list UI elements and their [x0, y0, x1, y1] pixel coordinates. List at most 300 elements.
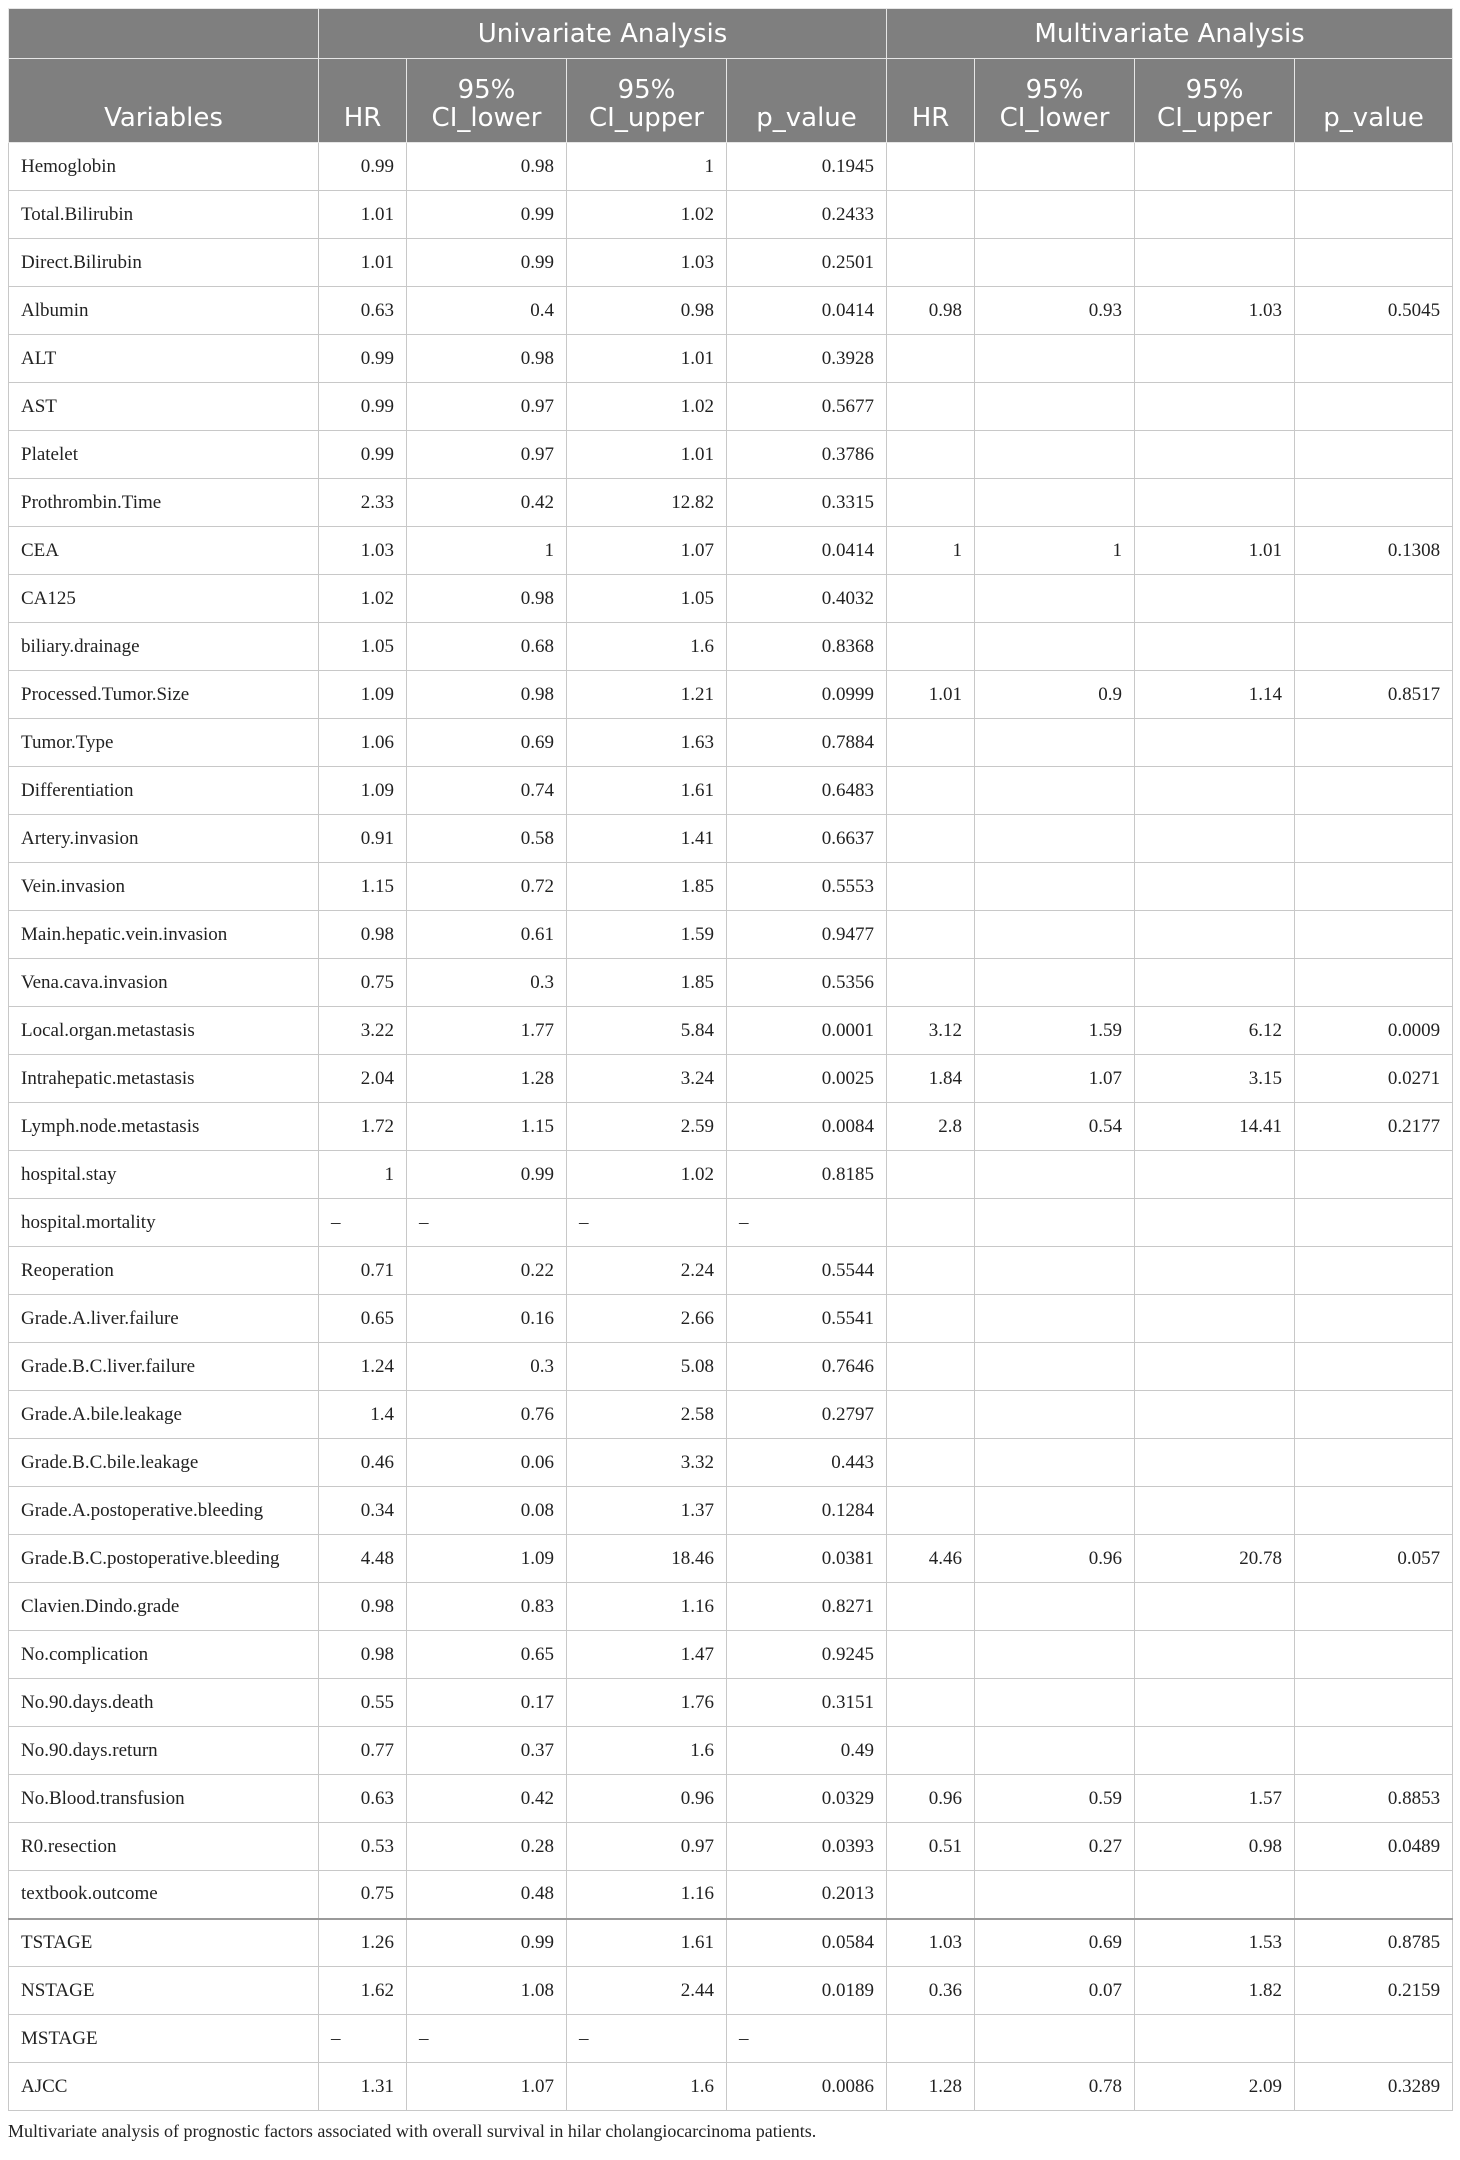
multi-ci-lower-label: 95% CI_lower — [999, 75, 1110, 133]
uni-ci-lower-cell: 0.68 — [407, 623, 567, 671]
table-row — [9, 1247, 1453, 1295]
multi-ci-upper-cell — [1135, 479, 1295, 527]
uni-hr-cell: 1 — [319, 1151, 407, 1199]
table-header — [9, 9, 1453, 143]
uni-ci-lower-cell: – — [407, 1199, 567, 1247]
uni-hr-cell: 2.04 — [319, 1055, 407, 1103]
uni-ci-lower-cell: 0.22 — [407, 1247, 567, 1295]
uni-ci-lower-cell: 0.98 — [407, 575, 567, 623]
table-row — [9, 1871, 1453, 1919]
table-row — [9, 479, 1453, 527]
multi-hr-cell: 0.51 — [887, 1823, 975, 1871]
uni-ci-lower-cell: 1.07 — [407, 2063, 567, 2111]
multi-p-value-cell — [1295, 1679, 1453, 1727]
uni-ci-lower-cell: 0.98 — [407, 335, 567, 383]
table-row — [9, 671, 1453, 719]
uni-ci-lower-cell: 1.15 — [407, 1103, 567, 1151]
multi-hr-cell — [887, 1343, 975, 1391]
uni-p-value-cell: 0.3786 — [727, 431, 887, 479]
multi-ci-lower-cell — [975, 191, 1135, 239]
uni-ci-lower-cell: 0.98 — [407, 143, 567, 191]
multi-p-value-cell: 0.2177 — [1295, 1103, 1453, 1151]
multi-hr-cell — [887, 1631, 975, 1679]
uni-p-value-cell: 0.5356 — [727, 959, 887, 1007]
multi-ci-lower-cell — [975, 1679, 1135, 1727]
uni-ci-lower-header — [407, 59, 567, 143]
uni-ci-lower-cell: 0.99 — [407, 191, 567, 239]
uni-ci-lower-cell: 0.16 — [407, 1295, 567, 1343]
uni-ci-upper-cell: 0.98 — [567, 287, 727, 335]
uni-ci-lower-cell: 0.76 — [407, 1391, 567, 1439]
multi-ci-lower-cell — [975, 335, 1135, 383]
table-row — [9, 815, 1453, 863]
uni-hr-header: HR — [319, 59, 407, 143]
multi-hr-cell: 4.46 — [887, 1535, 975, 1583]
uni-ci-upper-cell: 18.46 — [567, 1535, 727, 1583]
multi-ci-upper-cell — [1135, 623, 1295, 671]
multi-ci-upper-cell: 1.14 — [1135, 671, 1295, 719]
table-row — [9, 527, 1453, 575]
multi-ci-lower-cell — [975, 239, 1135, 287]
uni-hr-cell: 0.99 — [319, 431, 407, 479]
table-row — [9, 1007, 1453, 1055]
multi-p-value-cell — [1295, 383, 1453, 431]
uni-p-value-cell: 0.0999 — [727, 671, 887, 719]
uni-ci-upper-cell: 1.03 — [567, 239, 727, 287]
multi-ci-upper-cell — [1135, 1679, 1295, 1727]
uni-hr-cell: 1.24 — [319, 1343, 407, 1391]
uni-p-value-cell: 0.2797 — [727, 1391, 887, 1439]
table-row — [9, 1919, 1453, 1967]
uni-ci-lower-cell: 0.74 — [407, 767, 567, 815]
multi-ci-upper-cell — [1135, 431, 1295, 479]
multi-ci-upper-header — [1135, 59, 1295, 143]
results-table — [8, 8, 1453, 2111]
multi-ci-lower-cell — [975, 719, 1135, 767]
uni-ci-lower-cell: 0.06 — [407, 1439, 567, 1487]
table-row — [9, 1679, 1453, 1727]
uni-ci-upper-cell: 1.01 — [567, 335, 727, 383]
uni-ci-upper-label: 95% CI_upper — [589, 75, 704, 133]
uni-hr-cell: 1.31 — [319, 2063, 407, 2111]
uni-ci-upper-cell: – — [567, 1199, 727, 1247]
multi-ci-upper-cell — [1135, 143, 1295, 191]
multi-hr-cell: 0.96 — [887, 1775, 975, 1823]
multi-hr-cell: 1.28 — [887, 2063, 975, 2111]
variable-cell: No.complication — [9, 1631, 319, 1679]
uni-hr-cell: 1.05 — [319, 623, 407, 671]
univariate-header: Univariate Analysis — [319, 9, 887, 59]
variable-cell: Grade.A.liver.failure — [9, 1295, 319, 1343]
variable-cell: Clavien.Dindo.grade — [9, 1583, 319, 1631]
table-row — [9, 1775, 1453, 1823]
uni-p-value-cell: 0.5544 — [727, 1247, 887, 1295]
table-row — [9, 143, 1453, 191]
uni-p-value-cell: 0.0393 — [727, 1823, 887, 1871]
multi-p-value-cell: 0.0271 — [1295, 1055, 1453, 1103]
multi-p-value-cell — [1295, 1343, 1453, 1391]
multi-ci-upper-cell: 0.98 — [1135, 1823, 1295, 1871]
uni-hr-cell: 1.62 — [319, 1967, 407, 2015]
variable-cell: Prothrombin.Time — [9, 479, 319, 527]
table-row — [9, 1439, 1453, 1487]
uni-hr-cell: 0.65 — [319, 1295, 407, 1343]
uni-ci-upper-cell: 5.08 — [567, 1343, 727, 1391]
table-body — [9, 143, 1453, 2111]
uni-p-value-cell: 0.8271 — [727, 1583, 887, 1631]
table-row — [9, 959, 1453, 1007]
multi-ci-lower-cell — [975, 479, 1135, 527]
multi-p-value-cell — [1295, 1631, 1453, 1679]
uni-p-value-cell: 0.2501 — [727, 239, 887, 287]
uni-hr-cell: 0.55 — [319, 1679, 407, 1727]
multi-p-value-cell — [1295, 191, 1453, 239]
uni-hr-cell: 0.34 — [319, 1487, 407, 1535]
multi-ci-upper-cell — [1135, 575, 1295, 623]
variable-cell: No.Blood.transfusion — [9, 1775, 319, 1823]
uni-ci-lower-cell: 0.42 — [407, 1775, 567, 1823]
multi-ci-lower-cell — [975, 863, 1135, 911]
uni-ci-upper-cell: 1.16 — [567, 1871, 727, 1919]
uni-ci-upper-cell: 1.6 — [567, 2063, 727, 2111]
multi-ci-upper-cell — [1135, 1487, 1295, 1535]
variable-cell: CEA — [9, 527, 319, 575]
uni-p-value-cell: 0.4032 — [727, 575, 887, 623]
multi-p-value-cell: 0.0489 — [1295, 1823, 1453, 1871]
uni-ci-lower-cell: 0.61 — [407, 911, 567, 959]
uni-ci-upper-cell: 1.63 — [567, 719, 727, 767]
table-row — [9, 575, 1453, 623]
uni-hr-cell: 0.91 — [319, 815, 407, 863]
uni-ci-lower-cell: 0.48 — [407, 1871, 567, 1919]
multi-ci-lower-cell — [975, 1151, 1135, 1199]
variable-cell: Local.organ.metastasis — [9, 1007, 319, 1055]
uni-ci-lower-cell: 0.69 — [407, 719, 567, 767]
multi-hr-cell — [887, 1439, 975, 1487]
variable-cell: Grade.B.C.liver.failure — [9, 1343, 319, 1391]
multi-p-value-cell — [1295, 1247, 1453, 1295]
uni-hr-cell: 0.75 — [319, 1871, 407, 1919]
uni-hr-cell: 1.4 — [319, 1391, 407, 1439]
uni-ci-upper-cell: 1.01 — [567, 431, 727, 479]
multi-hr-cell — [887, 239, 975, 287]
multi-ci-upper-cell — [1135, 863, 1295, 911]
multi-ci-lower-cell: 0.07 — [975, 1967, 1135, 2015]
multi-p-value-cell — [1295, 1727, 1453, 1775]
multi-ci-lower-cell — [975, 1391, 1135, 1439]
multi-ci-upper-cell — [1135, 911, 1295, 959]
multi-p-value-cell: 0.5045 — [1295, 287, 1453, 335]
variable-cell: Hemoglobin — [9, 143, 319, 191]
multi-ci-lower-cell — [975, 1487, 1135, 1535]
multi-ci-upper-cell — [1135, 1871, 1295, 1919]
multi-ci-upper-cell — [1135, 335, 1295, 383]
multi-p-value-cell — [1295, 767, 1453, 815]
multi-p-value-cell: 0.0009 — [1295, 1007, 1453, 1055]
table-row — [9, 1295, 1453, 1343]
multi-p-value-cell — [1295, 719, 1453, 767]
variable-cell: Grade.B.C.bile.leakage — [9, 1439, 319, 1487]
uni-ci-upper-cell: 5.84 — [567, 1007, 727, 1055]
table-row — [9, 1823, 1453, 1871]
multi-hr-cell — [887, 1679, 975, 1727]
variable-cell: NSTAGE — [9, 1967, 319, 2015]
multi-ci-upper-cell — [1135, 1391, 1295, 1439]
uni-ci-upper-cell: 1.02 — [567, 191, 727, 239]
multi-ci-upper-cell — [1135, 1439, 1295, 1487]
variables-header: Variables — [9, 59, 319, 143]
multi-ci-lower-cell — [975, 383, 1135, 431]
uni-hr-cell: 1.09 — [319, 767, 407, 815]
uni-ci-lower-cell: 0.58 — [407, 815, 567, 863]
multi-ci-lower-cell — [975, 959, 1135, 1007]
uni-p-value-cell: 0.0414 — [727, 287, 887, 335]
uni-ci-upper-cell: 0.97 — [567, 1823, 727, 1871]
multi-hr-cell — [887, 479, 975, 527]
multi-hr-cell — [887, 2015, 975, 2063]
multi-ci-upper-cell: 6.12 — [1135, 1007, 1295, 1055]
multi-hr-cell: 0.36 — [887, 1967, 975, 2015]
uni-ci-lower-cell: 1.09 — [407, 1535, 567, 1583]
table-row — [9, 623, 1453, 671]
uni-p-value-cell: 0.5553 — [727, 863, 887, 911]
uni-p-value-cell: 0.0584 — [727, 1919, 887, 1967]
variable-cell: Vein.invasion — [9, 863, 319, 911]
variable-cell: Grade.A.postoperative.bleeding — [9, 1487, 319, 1535]
uni-p-value-cell: 0.3928 — [727, 335, 887, 383]
table-row — [9, 2063, 1453, 2111]
uni-ci-lower-cell: 0.83 — [407, 1583, 567, 1631]
multi-ci-upper-cell — [1135, 2015, 1295, 2063]
multi-hr-cell: 2.8 — [887, 1103, 975, 1151]
multi-ci-upper-cell — [1135, 239, 1295, 287]
uni-ci-lower-cell: 1.08 — [407, 1967, 567, 2015]
multi-p-value-cell — [1295, 1487, 1453, 1535]
multi-p-value-cell: 0.1308 — [1295, 527, 1453, 575]
multi-ci-lower-cell — [975, 2015, 1135, 2063]
uni-p-value-cell: 0.1945 — [727, 143, 887, 191]
uni-ci-lower-cell: 0.65 — [407, 1631, 567, 1679]
multi-ci-lower-cell — [975, 623, 1135, 671]
uni-p-value-cell: – — [727, 1199, 887, 1247]
multi-hr-cell — [887, 1871, 975, 1919]
uni-p-value-cell: 0.49 — [727, 1727, 887, 1775]
uni-ci-lower-cell: 0.98 — [407, 671, 567, 719]
uni-ci-lower-cell: – — [407, 2015, 567, 2063]
uni-p-value-cell: 0.6637 — [727, 815, 887, 863]
uni-ci-upper-cell: 1.02 — [567, 1151, 727, 1199]
multi-p-value-cell — [1295, 1583, 1453, 1631]
uni-ci-upper-cell: 2.58 — [567, 1391, 727, 1439]
multi-ci-upper-cell — [1135, 1247, 1295, 1295]
uni-ci-lower-label: 95% CI_lower — [431, 75, 542, 133]
uni-ci-upper-cell: 3.32 — [567, 1439, 727, 1487]
multi-hr-cell — [887, 1583, 975, 1631]
multi-ci-lower-cell — [975, 1871, 1135, 1919]
multi-p-value-cell — [1295, 431, 1453, 479]
variable-cell: Intrahepatic.metastasis — [9, 1055, 319, 1103]
uni-hr-cell: 2.33 — [319, 479, 407, 527]
multi-hr-cell: 1.01 — [887, 671, 975, 719]
uni-p-value-cell: 0.9477 — [727, 911, 887, 959]
uni-hr-cell: – — [319, 2015, 407, 2063]
multi-ci-upper-cell: 1.01 — [1135, 527, 1295, 575]
uni-hr-cell: 1.02 — [319, 575, 407, 623]
uni-ci-upper-cell: 1.02 — [567, 383, 727, 431]
multi-ci-lower-cell — [975, 1727, 1135, 1775]
uni-hr-cell: 0.77 — [319, 1727, 407, 1775]
multi-ci-upper-cell — [1135, 719, 1295, 767]
uni-ci-lower-cell: 0.99 — [407, 1151, 567, 1199]
multi-hr-cell — [887, 1247, 975, 1295]
variable-cell: No.90.days.return — [9, 1727, 319, 1775]
multi-ci-upper-cell — [1135, 1295, 1295, 1343]
uni-hr-cell: 1.72 — [319, 1103, 407, 1151]
uni-hr-cell: 0.99 — [319, 143, 407, 191]
multi-p-value-cell — [1295, 959, 1453, 1007]
multi-ci-lower-cell: 0.93 — [975, 287, 1135, 335]
multi-ci-lower-cell: 0.96 — [975, 1535, 1135, 1583]
multi-ci-upper-cell — [1135, 1199, 1295, 1247]
multi-hr-cell — [887, 911, 975, 959]
multivariate-header: Multivariate Analysis — [887, 9, 1453, 59]
uni-p-value-cell: 0.2013 — [727, 1871, 887, 1919]
multi-ci-upper-cell — [1135, 815, 1295, 863]
uni-ci-upper-cell: 1 — [567, 143, 727, 191]
uni-ci-upper-cell: 3.24 — [567, 1055, 727, 1103]
variable-cell: textbook.outcome — [9, 1871, 319, 1919]
variable-cell: Differentiation — [9, 767, 319, 815]
multi-hr-cell — [887, 1151, 975, 1199]
multi-p-value-cell — [1295, 1439, 1453, 1487]
multi-hr-cell: 1.03 — [887, 1919, 975, 1967]
multi-p-value-header: p_value — [1295, 59, 1453, 143]
uni-ci-lower-cell: 0.99 — [407, 1919, 567, 1967]
uni-ci-upper-cell: 1.61 — [567, 767, 727, 815]
multi-hr-cell — [887, 335, 975, 383]
uni-p-value-cell: 0.443 — [727, 1439, 887, 1487]
multi-ci-lower-cell — [975, 1583, 1135, 1631]
multi-p-value-cell — [1295, 2015, 1453, 2063]
multi-ci-lower-cell: 1.59 — [975, 1007, 1135, 1055]
multi-ci-upper-cell — [1135, 1151, 1295, 1199]
table-row — [9, 911, 1453, 959]
variable-cell: Grade.B.C.postoperative.bleeding — [9, 1535, 319, 1583]
uni-ci-upper-cell: 1.76 — [567, 1679, 727, 1727]
variable-cell: Albumin — [9, 287, 319, 335]
multi-hr-cell — [887, 863, 975, 911]
multi-hr-cell — [887, 767, 975, 815]
variable-cell: Tumor.Type — [9, 719, 319, 767]
uni-p-value-cell: 0.0414 — [727, 527, 887, 575]
uni-ci-upper-cell: 1.61 — [567, 1919, 727, 1967]
variable-cell: Processed.Tumor.Size — [9, 671, 319, 719]
uni-ci-upper-cell: 2.44 — [567, 1967, 727, 2015]
table-row — [9, 2015, 1453, 2063]
multi-ci-lower-cell — [975, 575, 1135, 623]
uni-ci-upper-cell: 1.6 — [567, 623, 727, 671]
uni-p-value-cell: 0.2433 — [727, 191, 887, 239]
uni-hr-cell: 0.98 — [319, 911, 407, 959]
uni-hr-cell: 0.75 — [319, 959, 407, 1007]
uni-ci-upper-cell: 1.07 — [567, 527, 727, 575]
multi-ci-upper-cell: 2.09 — [1135, 2063, 1295, 2111]
results-table-container — [8, 8, 1452, 2111]
multi-ci-lower-cell: 1 — [975, 527, 1135, 575]
uni-p-value-cell: 0.0086 — [727, 2063, 887, 2111]
multi-p-value-cell — [1295, 1151, 1453, 1199]
multi-ci-lower-cell: 0.54 — [975, 1103, 1135, 1151]
uni-hr-cell: 0.53 — [319, 1823, 407, 1871]
variable-cell: hospital.mortality — [9, 1199, 319, 1247]
uni-ci-lower-cell: 0.17 — [407, 1679, 567, 1727]
multi-ci-lower-cell — [975, 1199, 1135, 1247]
table-row — [9, 1055, 1453, 1103]
multi-ci-upper-cell: 1.82 — [1135, 1967, 1295, 2015]
uni-ci-lower-cell: 1.28 — [407, 1055, 567, 1103]
variable-cell: Artery.invasion — [9, 815, 319, 863]
uni-ci-upper-cell: 2.24 — [567, 1247, 727, 1295]
variable-cell: Main.hepatic.vein.invasion — [9, 911, 319, 959]
table-row — [9, 1343, 1453, 1391]
multi-ci-lower-cell — [975, 911, 1135, 959]
uni-p-value-cell: 0.3151 — [727, 1679, 887, 1727]
multi-hr-cell: 0.98 — [887, 287, 975, 335]
multi-ci-upper-cell — [1135, 1343, 1295, 1391]
uni-ci-upper-cell: 1.41 — [567, 815, 727, 863]
uni-ci-upper-cell: 1.37 — [567, 1487, 727, 1535]
uni-p-value-cell: 0.0329 — [727, 1775, 887, 1823]
multi-hr-cell — [887, 575, 975, 623]
multi-ci-lower-cell: 0.27 — [975, 1823, 1135, 1871]
variable-cell: Grade.A.bile.leakage — [9, 1391, 319, 1439]
multi-p-value-cell: 0.8785 — [1295, 1919, 1453, 1967]
multi-ci-upper-cell: 1.53 — [1135, 1919, 1295, 1967]
table-row — [9, 1199, 1453, 1247]
table-row — [9, 383, 1453, 431]
variable-cell: ALT — [9, 335, 319, 383]
multi-ci-upper-cell — [1135, 1631, 1295, 1679]
multi-p-value-cell — [1295, 911, 1453, 959]
uni-hr-cell: 1.01 — [319, 239, 407, 287]
multi-p-value-cell: 0.8853 — [1295, 1775, 1453, 1823]
uni-ci-lower-cell: 0.08 — [407, 1487, 567, 1535]
multi-hr-cell — [887, 959, 975, 1007]
uni-hr-cell: 0.99 — [319, 335, 407, 383]
table-row — [9, 767, 1453, 815]
multi-p-value-cell: 0.8517 — [1295, 671, 1453, 719]
multi-ci-upper-cell — [1135, 191, 1295, 239]
uni-hr-cell: 1.03 — [319, 527, 407, 575]
uni-p-value-cell: 0.7884 — [727, 719, 887, 767]
table-row — [9, 1535, 1453, 1583]
multi-p-value-cell — [1295, 623, 1453, 671]
multi-hr-cell: 3.12 — [887, 1007, 975, 1055]
uni-p-value-cell: 0.0189 — [727, 1967, 887, 2015]
uni-p-value-cell: 0.6483 — [727, 767, 887, 815]
variable-cell: biliary.drainage — [9, 623, 319, 671]
header-blank — [9, 9, 319, 59]
uni-hr-cell: 0.71 — [319, 1247, 407, 1295]
uni-hr-cell: 0.63 — [319, 287, 407, 335]
multi-p-value-cell — [1295, 1391, 1453, 1439]
table-row — [9, 287, 1453, 335]
multi-hr-cell — [887, 623, 975, 671]
uni-ci-upper-cell: 0.96 — [567, 1775, 727, 1823]
multi-ci-lower-cell: 0.9 — [975, 671, 1135, 719]
multi-p-value-cell — [1295, 863, 1453, 911]
uni-ci-upper-cell: 1.85 — [567, 863, 727, 911]
